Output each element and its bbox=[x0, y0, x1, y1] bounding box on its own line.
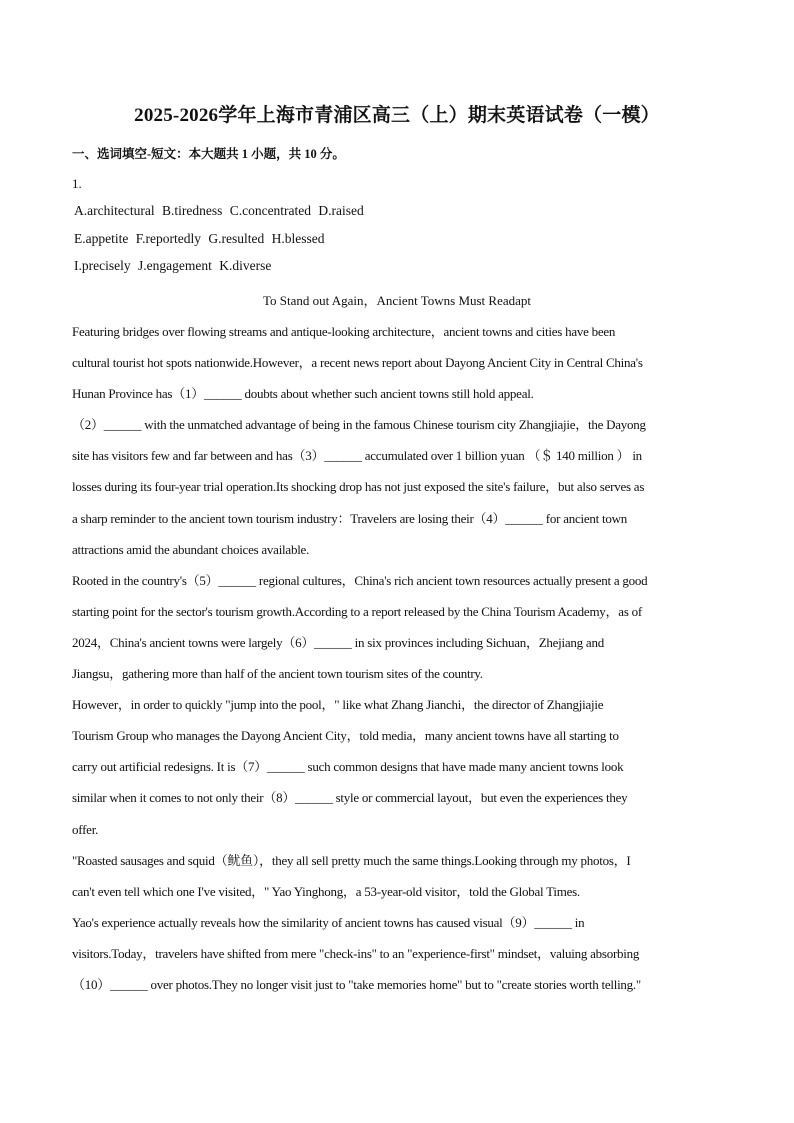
word-option: J.engagement bbox=[137, 258, 212, 273]
word-bank bbox=[74, 201, 368, 284]
passage-line: losses during its four-year trial operation.Its shocking drop has not just exposed the site's failure，but also serves as bbox=[72, 479, 645, 495]
word-option: E.appetite bbox=[74, 230, 129, 246]
word-option: B.tiredness bbox=[161, 203, 223, 218]
passage-line: starting point for the sector's tourism growth.According to a report released by the China Tourism Academy，as of bbox=[72, 603, 642, 619]
passage-line: However，in order to quickly "jump into the pool，" like what Zhang Jianchi，the director of Zhangjiajie bbox=[72, 697, 604, 713]
passage-line: 2024，China's ancient towns were largely（6）______ in six provinces including Sichuan，Zhejiang and bbox=[72, 634, 604, 650]
word-option: A.architectural bbox=[74, 203, 155, 218]
passage-line: Tourism Group who manages the Dayong Ancient City，told media，many ancient towns have all starting to bbox=[72, 728, 619, 744]
passage-line: can't even tell which one I've visited，" Yao Yinghong，a 53-year-old visitor，told the Global Times. bbox=[72, 883, 580, 899]
word-option: C.concentrated bbox=[229, 203, 312, 218]
passage-title: To Stand out Again，Ancient Towns Must Readapt bbox=[262, 293, 532, 308]
passage-line: （10）______ over photos.They no longer visit just to "take memories home" but to "create stories worth telling." bbox=[72, 976, 641, 992]
passage-line: "Roasted sausages and squid（鱿鱼），they all sell pretty much the same things.Looking through my photos，I bbox=[72, 852, 631, 868]
passage-line: carry out artificial redesigns. It is（7）______ such common designs that have made many ancient towns look bbox=[72, 759, 624, 775]
passage-body bbox=[72, 322, 724, 1006]
section-heading: 一、选词填空-短文：本大题共 1 小题，共 10 分。 bbox=[72, 147, 345, 161]
word-bank-row bbox=[74, 256, 368, 284]
exam-title: 2025-2026学年上海市青浦区高三（上）期末英语试卷（一模） bbox=[134, 105, 660, 126]
word-option: F.reportedly bbox=[135, 230, 202, 246]
word-bank-row bbox=[74, 201, 368, 229]
passage-line: Yao's experience actually reveals how the similarity of ancient towns has caused visual（9）______ in bbox=[72, 914, 585, 930]
passage-line: cultural tourist hot spots nationwide.However，a recent news report about Dayong Ancient City in Central China's bbox=[72, 355, 643, 371]
word-option: I.precisely bbox=[74, 258, 131, 273]
word-option: K.diverse bbox=[219, 258, 272, 273]
word-option: H.blessed bbox=[271, 230, 325, 246]
passage-line: Hunan Province has（1）______ doubts about whether such ancient towns still hold appeal. bbox=[72, 386, 534, 402]
word-option: D.raised bbox=[318, 203, 364, 218]
word-option: G.resulted bbox=[208, 230, 265, 246]
passage-line: offer. bbox=[72, 821, 99, 837]
passage-line: similar when it comes to not only their（8）______ style or commercial layout，but even the experiences they bbox=[72, 790, 628, 806]
passage-line: Rooted in the country's（5）______ regional cultures，China's rich ancient town resources actually present a good bbox=[72, 572, 648, 588]
passage-line: site has visitors few and far between and has（3）______ accumulated over 1 billion yuan （＄ 140 million ） in bbox=[72, 448, 642, 464]
passage-line: （2）______ with the unmatched advantage of being in the famous Chinese tourism city Zhangjiajie，the Dayong bbox=[72, 417, 646, 433]
passage-line: Jiangsu，gathering more than half of the ancient town tourism sites of the country. bbox=[72, 666, 483, 682]
passage-line: a sharp reminder to the ancient town tourism industry：Travelers are losing their（4）______ for ancient town bbox=[72, 510, 628, 526]
question-number: 1. bbox=[72, 176, 82, 191]
word-bank-row bbox=[74, 229, 368, 257]
passage-line: Featuring bridges over flowing streams and antique-looking architecture，ancient towns and cities have been bbox=[72, 324, 616, 339]
passage-line: visitors.Today，travelers have shifted from mere "check-ins" to an "experience-first" mindset，valuing absorbing bbox=[72, 945, 640, 961]
passage-line: attractions amid the abundant choices available. bbox=[72, 541, 310, 557]
